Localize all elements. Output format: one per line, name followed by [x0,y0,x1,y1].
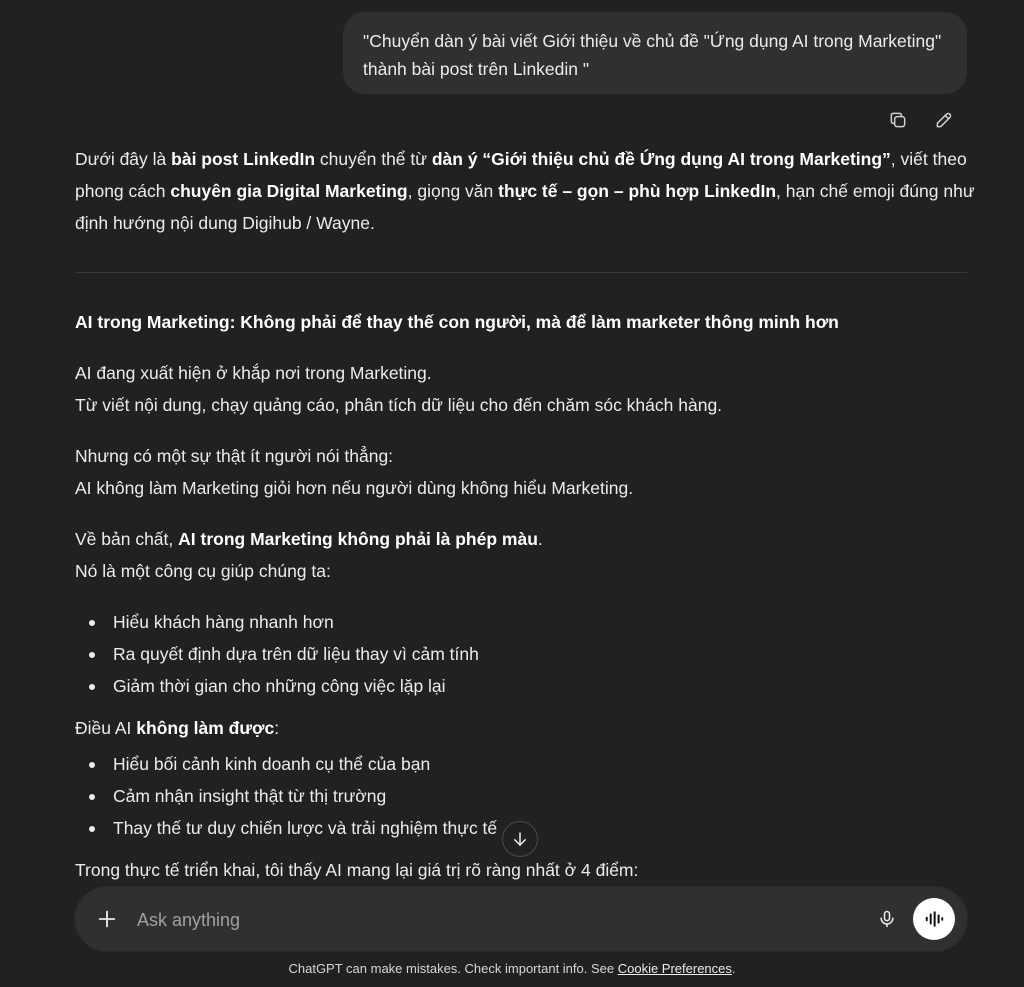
post-paragraph-1-line-2: Từ viết nội dung, chạy quảng cáo, phân tích dữ liệu cho đến chăm sóc khách hàng. [75,395,723,415]
list-item: Cảm nhận insight thật từ thị trường [113,780,967,812]
intro-text-4: , giọng văn [407,181,499,201]
can-do-list [75,606,967,702]
disclaimer-footer [0,958,1024,980]
add-attachment-button[interactable] [93,905,121,933]
plus-icon [96,908,118,930]
message-actions [884,106,958,134]
linkedin-post [75,306,967,886]
edit-button[interactable] [930,106,958,134]
assistant-intro [75,143,975,239]
post-paragraph-3-line-1 [75,523,967,555]
list-item: Hiểu bối cảnh kinh doanh cụ thể của bạn [113,748,967,780]
p3-text-2: . [537,529,543,549]
p4-text-2: : [274,718,280,738]
dictate-button[interactable] [873,905,901,933]
composer [75,887,967,951]
user-message-bubble [343,12,967,94]
post-paragraph-3-line-2: Nó là một công cụ giúp chúng ta: [75,561,331,581]
waveform-icon [923,908,945,930]
post-paragraph-4 [75,712,967,744]
post-headline-text: AI trong Marketing: Không phải để thay thế con người, mà để làm marketer thông minh hơn [75,312,839,332]
post-headline [75,306,967,338]
intro-text-1: Dưới đây là [75,149,172,169]
section-divider [75,272,967,273]
post-paragraph-2-line-1: Nhưng có một sự thật ít người nói thẳng: [75,446,394,466]
list-item: Ra quyết định dựa trên dữ liệu thay vì cảm tính [113,638,967,670]
user-message-text: "Chuyển dàn ý bài viết Giới thiệu về chủ đề "Ứng dụng AI trong Marketing" thành bài post trên Linkedin " [363,31,942,79]
intro-bold-3: chuyên gia Digital Marketing [170,181,408,201]
intro-text-3: , viết theo phong cách [75,149,967,201]
footer-text: ChatGPT can make mistakes. Check important info. See [288,961,618,976]
intro-text-5: , hạn chế emoji đúng như định hướng nội dung Digihub / Wayne. [75,181,975,233]
p3-text-1: Về bản chất, [75,529,179,549]
post-paragraph-1-line-1: AI đang xuất hiện ở khắp nơi trong Marketing. [75,363,432,383]
voice-mode-button[interactable] [913,898,955,940]
pencil-icon [934,110,954,130]
p4-text-1: Điều AI [75,718,137,738]
assistant-message [75,143,975,239]
arrow-down-icon [511,830,529,848]
footer-end: . [731,961,736,976]
intro-bold-2: dàn ý “Giới thiệu chủ đề Ứng dụng AI trong Marketing” [431,149,891,169]
post-paragraph-5: Trong thực tế triển khai, tôi thấy AI mang lại giá trị rõ ràng nhất ở 4 điểm: [75,860,639,880]
scroll-to-bottom-button[interactable] [502,821,538,857]
intro-text-2: chuyển thể từ [315,149,432,169]
list-item: Thay thế tư duy chiến lược và trải nghiệm thực tế [113,812,967,844]
prompt-input[interactable] [135,903,839,937]
copy-icon [888,110,908,130]
cookie-preferences-link[interactable]: Cookie Preferences [617,961,732,976]
list-item: Hiểu khách hàng nhanh hơn [113,606,967,638]
p4-bold-1: không làm được [136,718,275,738]
post-paragraph-2-line-2: AI không làm Marketing giỏi hơn nếu người dùng không hiểu Marketing. [75,478,634,498]
microphone-icon [877,909,897,929]
list-item: Giảm thời gian cho những công việc lặp lại [113,670,967,702]
copy-button[interactable] [884,106,912,134]
intro-bold-4: thực tế – gọn – phù hợp LinkedIn [498,181,777,201]
p3-bold-1: AI trong Marketing không phải là phép màu [178,529,538,549]
intro-bold-1: bài post LinkedIn [171,149,316,169]
